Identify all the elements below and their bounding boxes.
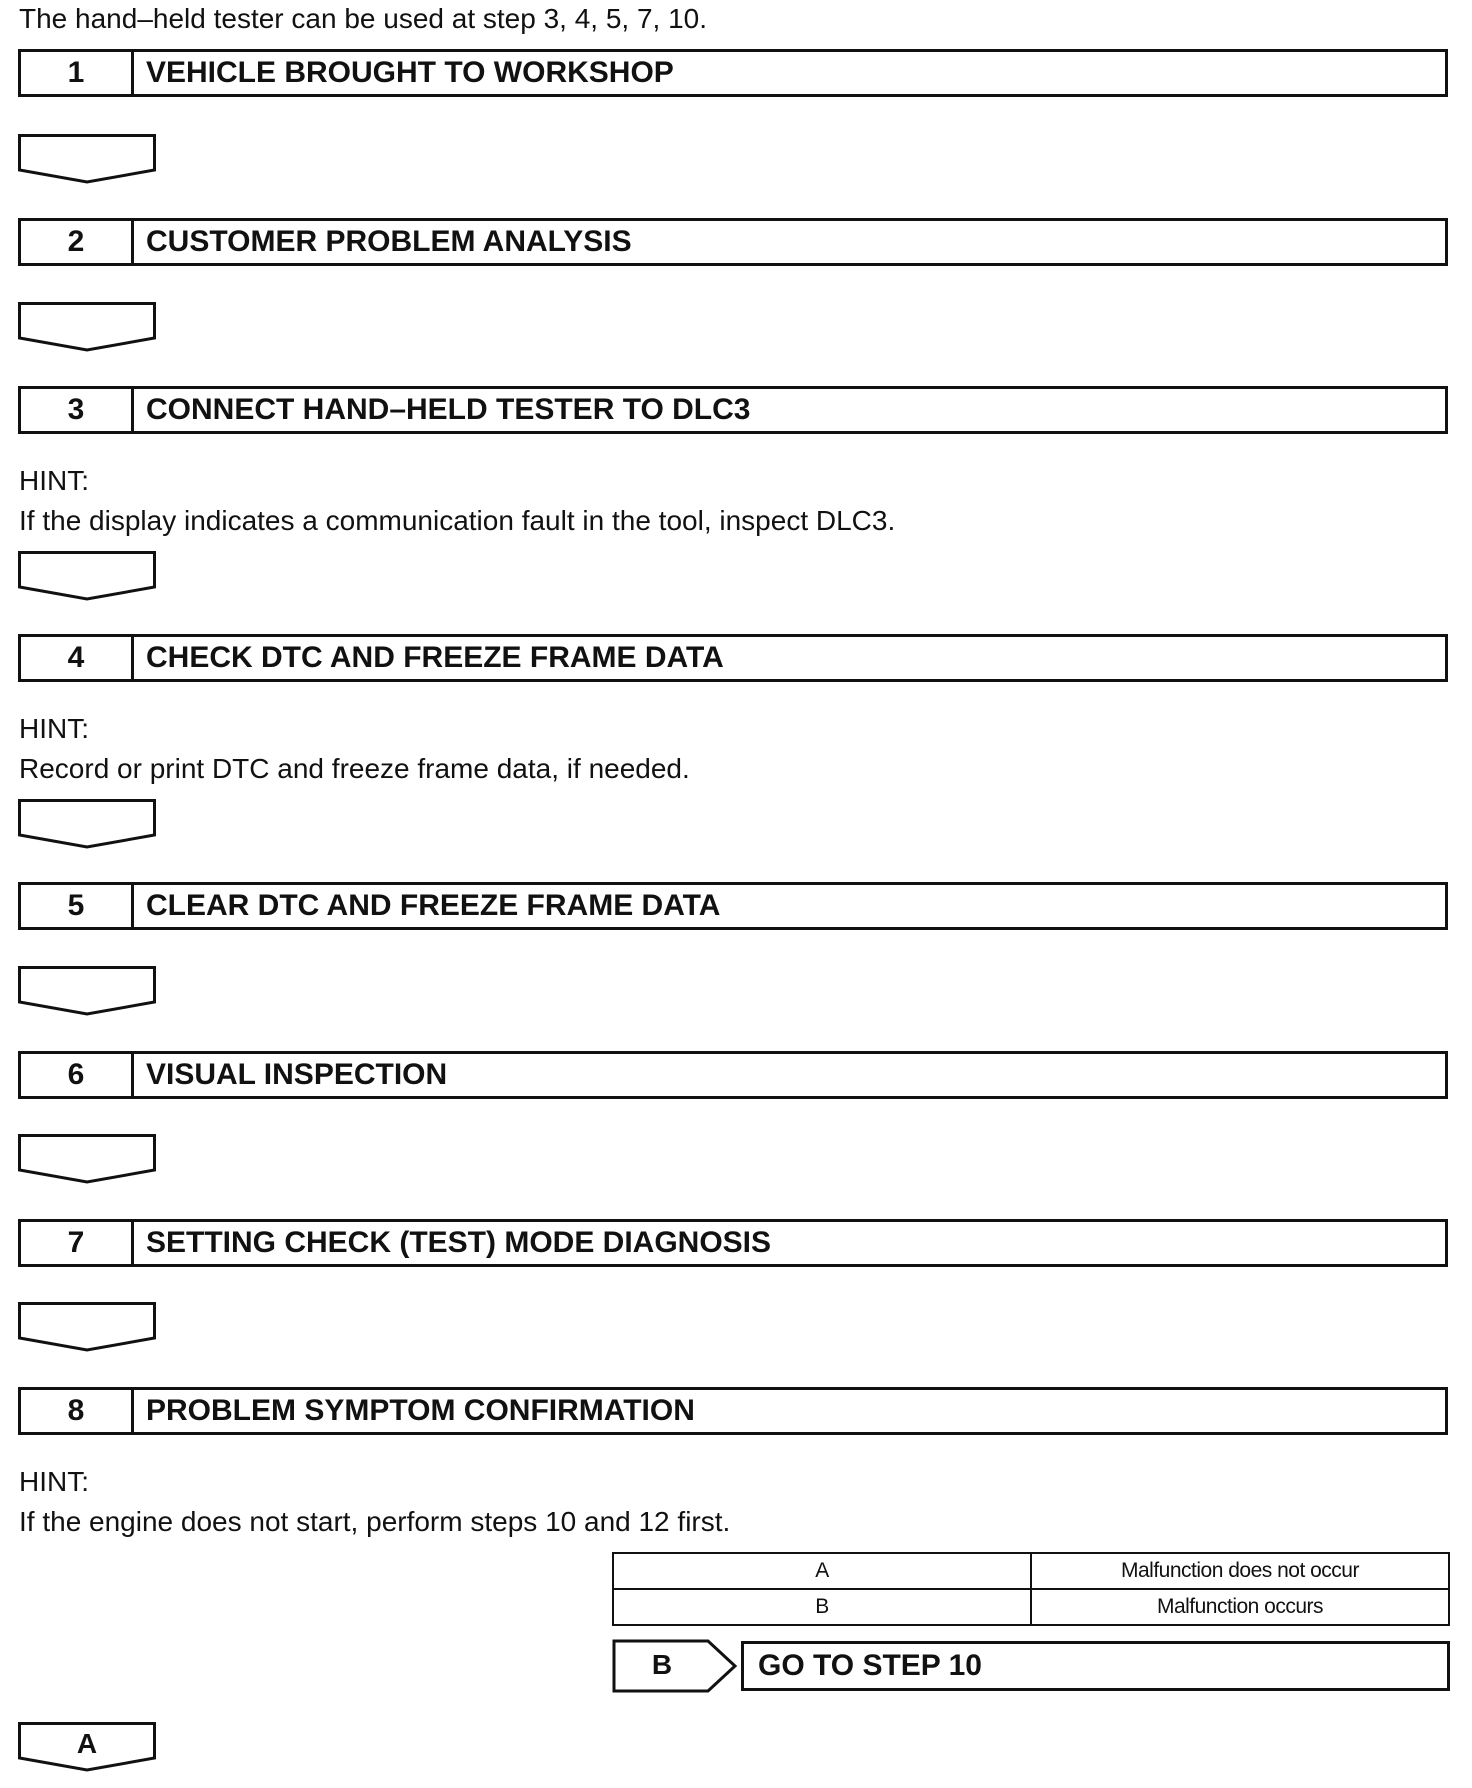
- step-number: 5: [21, 885, 134, 927]
- result-code-cell: A: [613, 1553, 1031, 1589]
- hint-text: If the display indicates a communication fault in the tool, inspect DLC3.: [19, 505, 896, 536]
- step-number: 2: [21, 221, 134, 263]
- step-number: 1: [21, 52, 134, 94]
- table-row: [613, 1553, 1449, 1589]
- step-title: SETTING CHECK (TEST) MODE DIAGNOSIS: [146, 1226, 772, 1259]
- continue-label: A: [76, 1728, 98, 1759]
- flow-arrow-icon: [18, 551, 156, 601]
- step-1-box: [18, 49, 1448, 97]
- result-description-cell: Malfunction does not occur: [1031, 1553, 1449, 1589]
- hint-label: HINT:: [19, 713, 89, 744]
- step-title: PROBLEM SYMPTOM CONFIRMATION: [146, 1394, 695, 1427]
- continue-arrow-icon: [18, 1722, 156, 1772]
- step-number: 3: [21, 389, 134, 431]
- step-number: 6: [21, 1054, 134, 1096]
- hint-text: Record or print DTC and freeze frame data, if needed.: [19, 753, 690, 784]
- hint-label: HINT:: [19, 1466, 89, 1497]
- flow-arrow-icon: [18, 302, 156, 352]
- step-title: VEHICLE BROUGHT TO WORKSHOP: [146, 56, 674, 89]
- step-number: 8: [21, 1390, 134, 1432]
- step-8-box: [18, 1387, 1448, 1435]
- table-row: [613, 1589, 1449, 1625]
- flow-arrow-icon: [18, 1134, 156, 1184]
- hint-label: HINT:: [19, 465, 89, 496]
- branch-arrow-icon: [612, 1639, 738, 1693]
- flow-arrow-icon: [18, 966, 156, 1016]
- result-description-cell: Malfunction occurs: [1031, 1589, 1449, 1625]
- step-title: CUSTOMER PROBLEM ANALYSIS: [146, 225, 632, 258]
- step-title: CHECK DTC AND FREEZE FRAME DATA: [146, 641, 724, 674]
- go-to-step-box: GO TO STEP 10: [741, 1641, 1450, 1691]
- step-4-box: [18, 634, 1448, 682]
- step-number: 4: [21, 637, 134, 679]
- intro-text: The hand–held tester can be used at step 3, 4, 5, 7, 10.: [19, 3, 708, 34]
- flow-arrow-icon: [18, 799, 156, 849]
- flow-arrow-icon: [18, 1302, 156, 1352]
- result-table: [612, 1552, 1450, 1626]
- step-number: 7: [21, 1222, 134, 1264]
- result-code-cell: B: [613, 1589, 1031, 1625]
- step-2-box: [18, 218, 1448, 266]
- hint-text: If the engine does not start, perform steps 10 and 12 first.: [19, 1506, 731, 1537]
- step-title: CONNECT HAND–HELD TESTER TO DLC3: [146, 393, 751, 426]
- flow-arrow-icon: [18, 134, 156, 184]
- step-title: CLEAR DTC AND FREEZE FRAME DATA: [146, 889, 721, 922]
- step-title: VISUAL INSPECTION: [146, 1058, 448, 1091]
- step-6-box: [18, 1051, 1448, 1099]
- step-3-box: [18, 386, 1448, 434]
- step-5-box: [18, 882, 1448, 930]
- step-7-box: [18, 1219, 1448, 1267]
- branch-code: B: [651, 1649, 673, 1680]
